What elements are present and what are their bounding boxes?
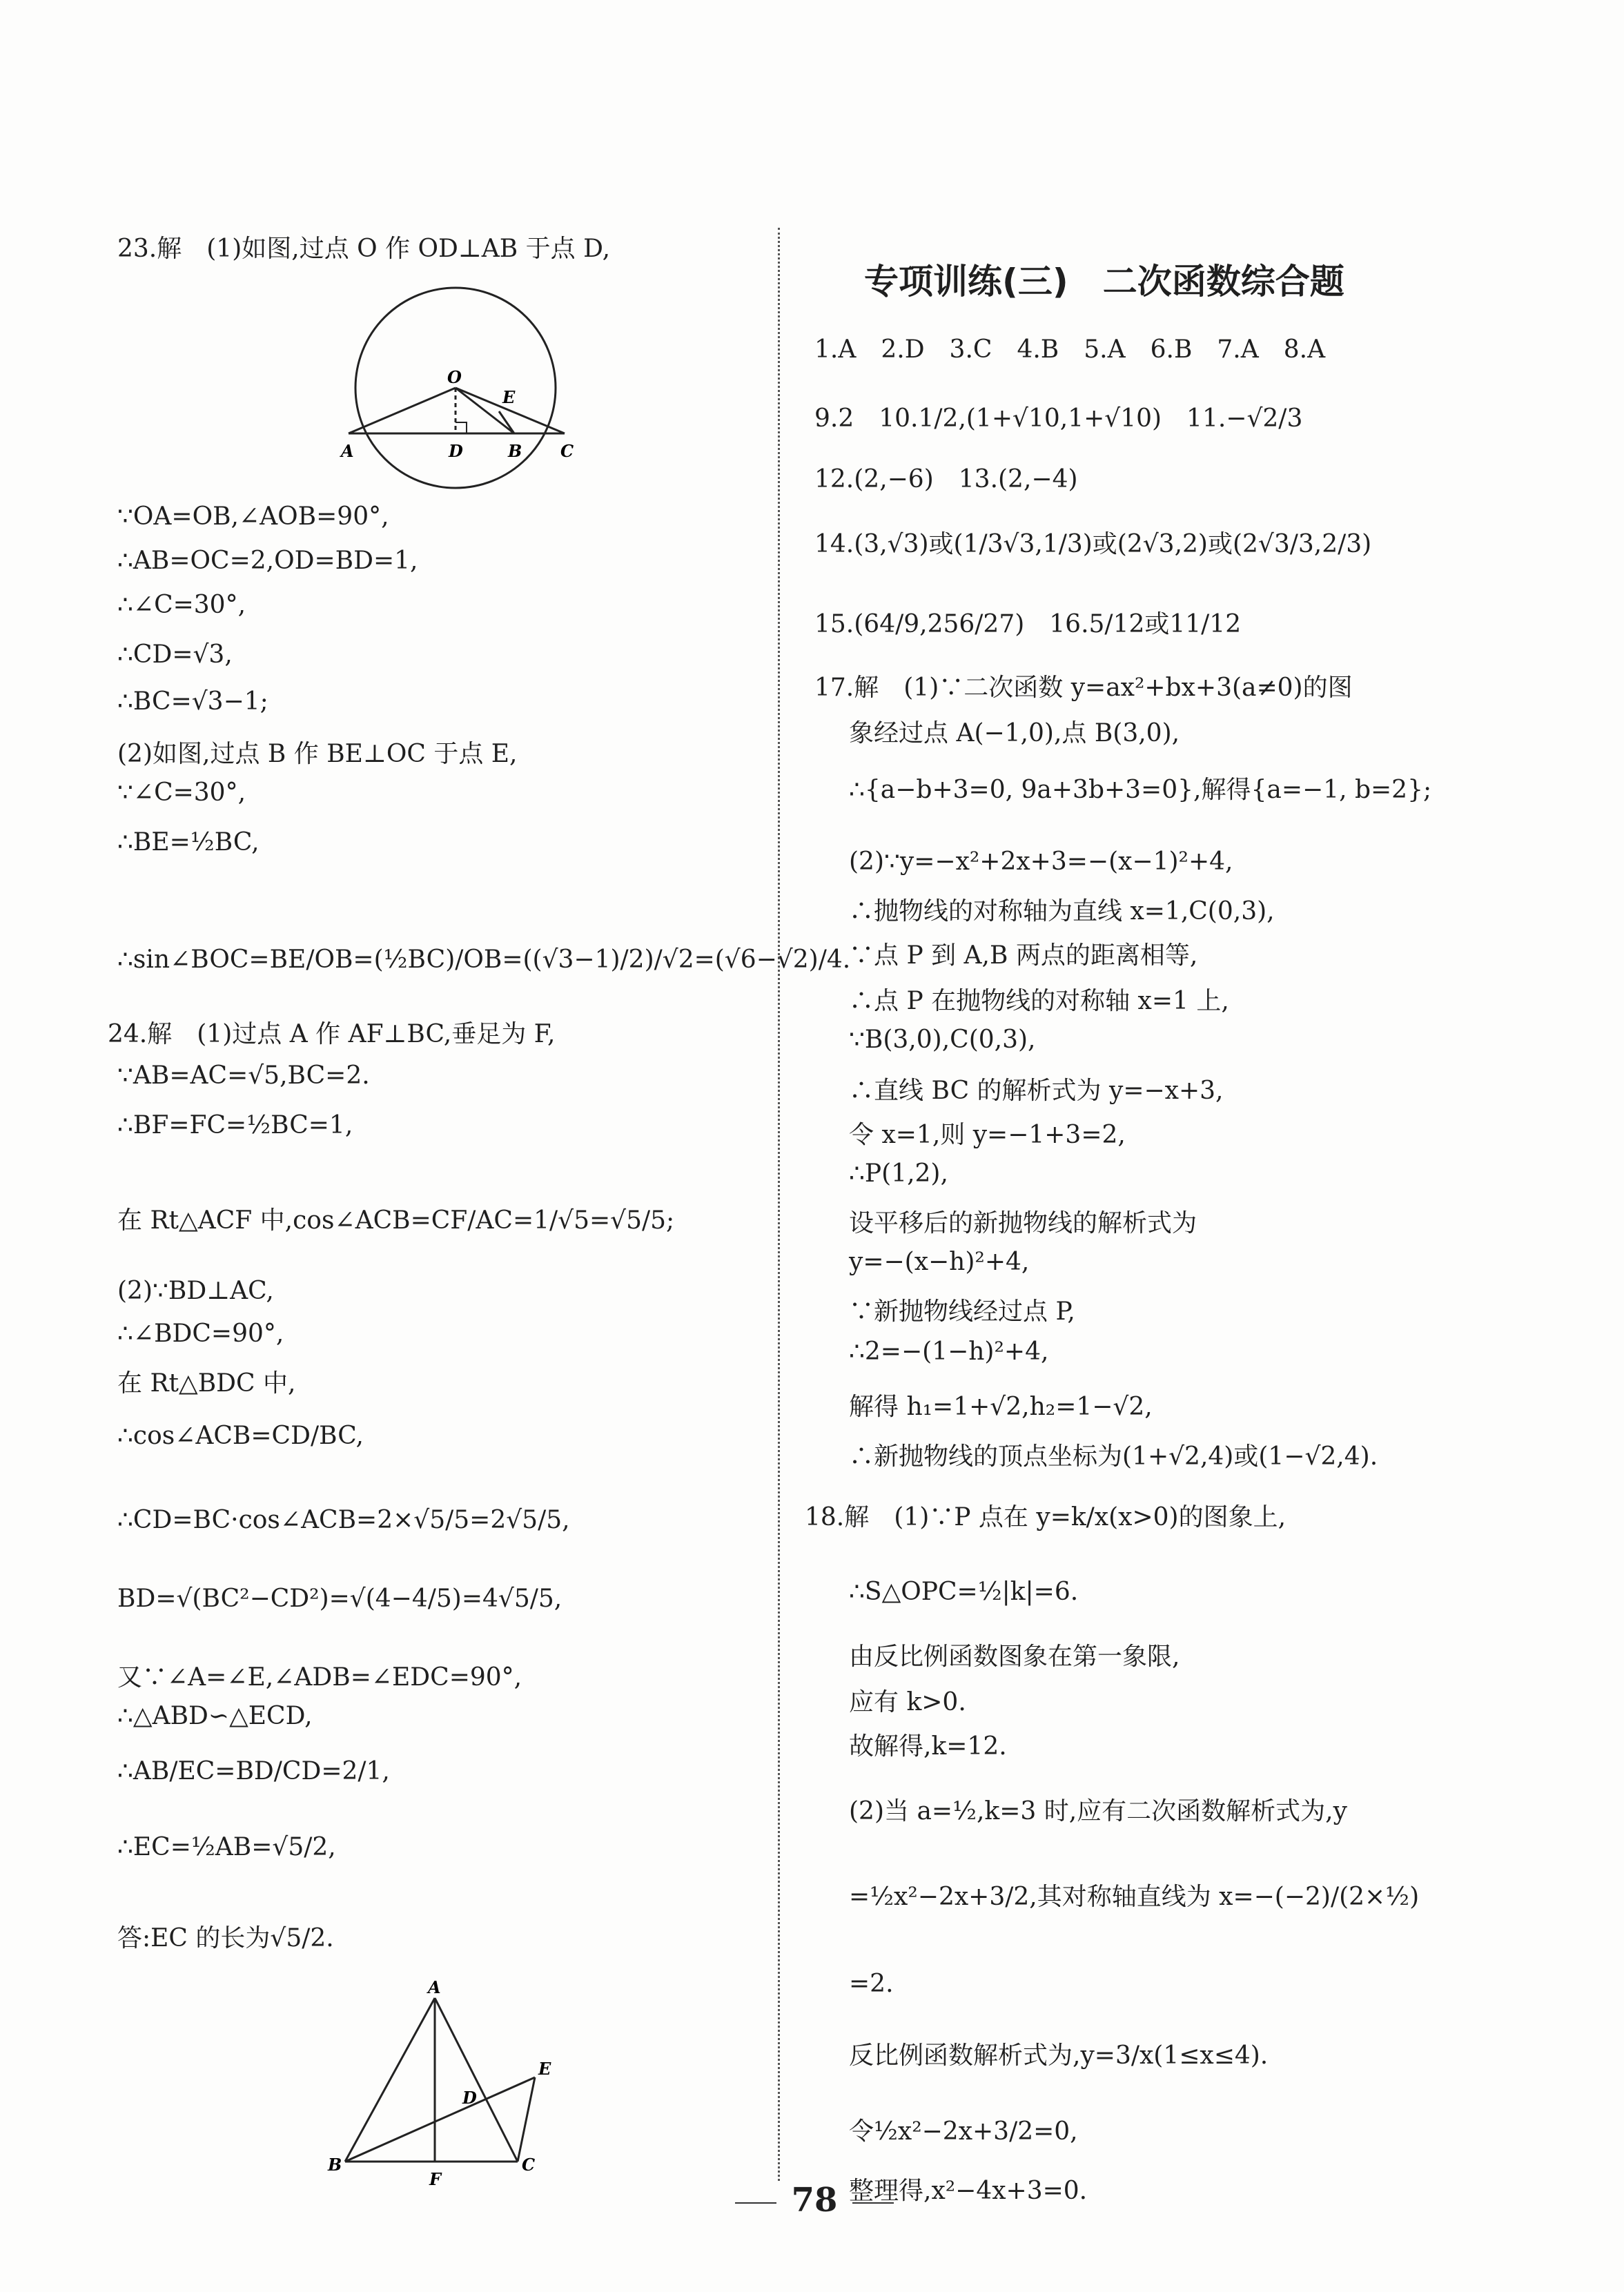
answer-line: ∵B(3,0),C(0,3), xyxy=(849,1026,1036,1054)
text-line: (2)∵BD⊥AC, xyxy=(117,1277,274,1305)
text-line: 23.解 (1)如图,过点 O 作 OD⊥AB 于点 D, xyxy=(117,235,611,263)
text-line: ∴CD=√3, xyxy=(117,640,233,669)
text-line: ∵AB=AC=√5,BC=2. xyxy=(117,1061,370,1090)
answer-line: (2)当 a=½,k=3 时,应有二次函数解析式为,y xyxy=(849,1797,1347,1825)
answer-line: ∴S△OPC=½|k|=6. xyxy=(849,1578,1079,1606)
answer-line: 令½x²−2x+3/2=0, xyxy=(849,2117,1078,2146)
text-line: ∴∠C=30°, xyxy=(117,591,246,619)
text-line: ∵OA=OB,∠AOB=90°, xyxy=(117,502,389,531)
text-line: (2)如图,过点 B 作 BE⊥OC 于点 E, xyxy=(117,740,518,768)
text-line: ∴△ABD∽△ECD, xyxy=(117,1702,313,1730)
text-line: 24.解 (1)过点 A 作 AF⊥BC,垂足为 F, xyxy=(108,1020,556,1048)
answer-line: ∵点 P 到 A,B 两点的距离相等, xyxy=(849,941,1198,970)
answer-line: 整理得,x²−4x+3=0. xyxy=(849,2177,1088,2205)
answer-line: 12.(2,−6) 13.(2,−4) xyxy=(814,465,1078,493)
text-line: ∴BE=½BC, xyxy=(117,828,260,856)
answer-line: =½x²−2x+3/2,其对称轴直线为 x=−(−2)/(2×½) xyxy=(849,1883,1420,1911)
answer-line: ∴直线 BC 的解析式为 y=−x+3, xyxy=(849,1077,1224,1105)
answer-line: 令 x=1,则 y=−1+3=2, xyxy=(849,1121,1126,1149)
triangle-figure xyxy=(324,1974,614,2195)
answer-line: ∴新抛物线的顶点坐标为(1+√2,4)或(1−√2,4). xyxy=(849,1442,1378,1471)
answer-line: 18.解 (1)∵P 点在 y=k/x(x>0)的图象上, xyxy=(805,1503,1287,1531)
answer-line: 1.A 2.D 3.C 4.B 5.A 6.B 7.A 8.A xyxy=(814,335,1326,364)
answer-line: 故解得,k=12. xyxy=(849,1732,1007,1761)
answer-line: y=−(x−h)²+4, xyxy=(849,1248,1030,1276)
text-line: 在 Rt△BDC 中, xyxy=(117,1369,296,1398)
answer-line: 反比例函数解析式为,y=3/x(1≤x≤4). xyxy=(849,2041,1269,2070)
answer-line: 应有 k>0. xyxy=(849,1688,966,1716)
answer-line: ∴抛物线的对称轴为直线 x=1,C(0,3), xyxy=(849,897,1275,925)
text-line: ∴BF=FC=½BC=1, xyxy=(117,1111,353,1139)
text-line: ∴CD=BC·cos∠ACB=2×√5/5=2√5/5, xyxy=(117,1506,570,1534)
answer-line: ∴2=−(1−h)²+4, xyxy=(849,1338,1049,1366)
point-label: E xyxy=(502,387,516,407)
answer-line: 由反比例函数图象在第一象限, xyxy=(849,1643,1180,1671)
text-line: 在 Rt△ACF 中,cos∠ACB=CF/AC=1/√5=√5/5; xyxy=(117,1206,675,1235)
point-label: B xyxy=(508,441,522,461)
text-line: ∴AB=OC=2,OD=BD=1, xyxy=(117,547,418,575)
text-line: ∴cos∠ACB=CD/BC, xyxy=(117,1422,364,1450)
point-label: C xyxy=(522,2155,536,2175)
answer-line: 设平移后的新抛物线的解析式为 xyxy=(849,1209,1197,1237)
section-title: 专项训练(三) 二次函数综合题 xyxy=(864,262,1344,302)
text-line: ∴sin∠BOC=BE/OB=(½BC)/OB=((√3−1)/2)/√2=(√6−√2)/4. xyxy=(117,946,851,974)
text-line: ∴AB/EC=BD/CD=2/1, xyxy=(117,1757,390,1785)
answer-line: ∴{a−b+3=0, 9a+3b+3=0},解得{a=−1, b=2}; xyxy=(849,776,1432,804)
text-line: ∵∠C=30°, xyxy=(117,778,246,807)
point-label: D xyxy=(462,2088,477,2108)
point-label: A xyxy=(341,441,354,461)
point-label: D xyxy=(449,441,463,461)
point-label: C xyxy=(560,441,574,461)
text-line: 答:EC 的长为√5/2. xyxy=(117,1924,334,1952)
answer-line: ∴P(1,2), xyxy=(849,1159,948,1188)
circle-figure xyxy=(338,276,725,504)
point-label: B xyxy=(328,2155,342,2175)
text-line: ∴BC=√3−1; xyxy=(117,687,268,716)
answer-line: (2)∵y=−x²+2x+3=−(x−1)²+4, xyxy=(849,848,1233,876)
point-label: F xyxy=(429,2169,442,2189)
point-label: E xyxy=(538,2059,551,2079)
text-line: BD=√(BC²−CD²)=√(4−4/5)=4√5/5, xyxy=(117,1585,562,1613)
text-line: ∴EC=½AB=√5/2, xyxy=(117,1833,336,1861)
column-divider xyxy=(778,228,780,2181)
answer-line: =2. xyxy=(849,1970,894,1998)
text-line: ∴∠BDC=90°, xyxy=(117,1320,284,1348)
answer-line: 9.2 10.1/2,(1+√10,1+√10) 11.−√2/3 xyxy=(814,404,1303,433)
point-label: O xyxy=(447,367,462,387)
answer-line: 解得 h₁=1+√2,h₂=1−√2, xyxy=(849,1393,1153,1421)
answer-line: 17.解 (1)∵二次函数 y=ax²+bx+3(a≠0)的图 xyxy=(814,674,1353,702)
answer-line: 15.(64/9,256/27) 16.5/12或11/12 xyxy=(814,610,1242,638)
page-number: 78 xyxy=(718,2181,911,2220)
answer-line: ∴点 P 在抛物线的对称轴 x=1 上, xyxy=(849,987,1229,1015)
text-line: 又∵∠A=∠E,∠ADB=∠EDC=90°, xyxy=(117,1663,522,1692)
point-label: A xyxy=(428,1977,441,1997)
answer-line: 象经过点 A(−1,0),点 B(3,0), xyxy=(849,719,1180,747)
answer-line: ∵新抛物线经过点 P, xyxy=(849,1297,1075,1326)
answer-line: 14.(3,√3)或(1/3√3,1/3)或(2√3,2)或(2√3/3,2/3) xyxy=(814,530,1372,558)
